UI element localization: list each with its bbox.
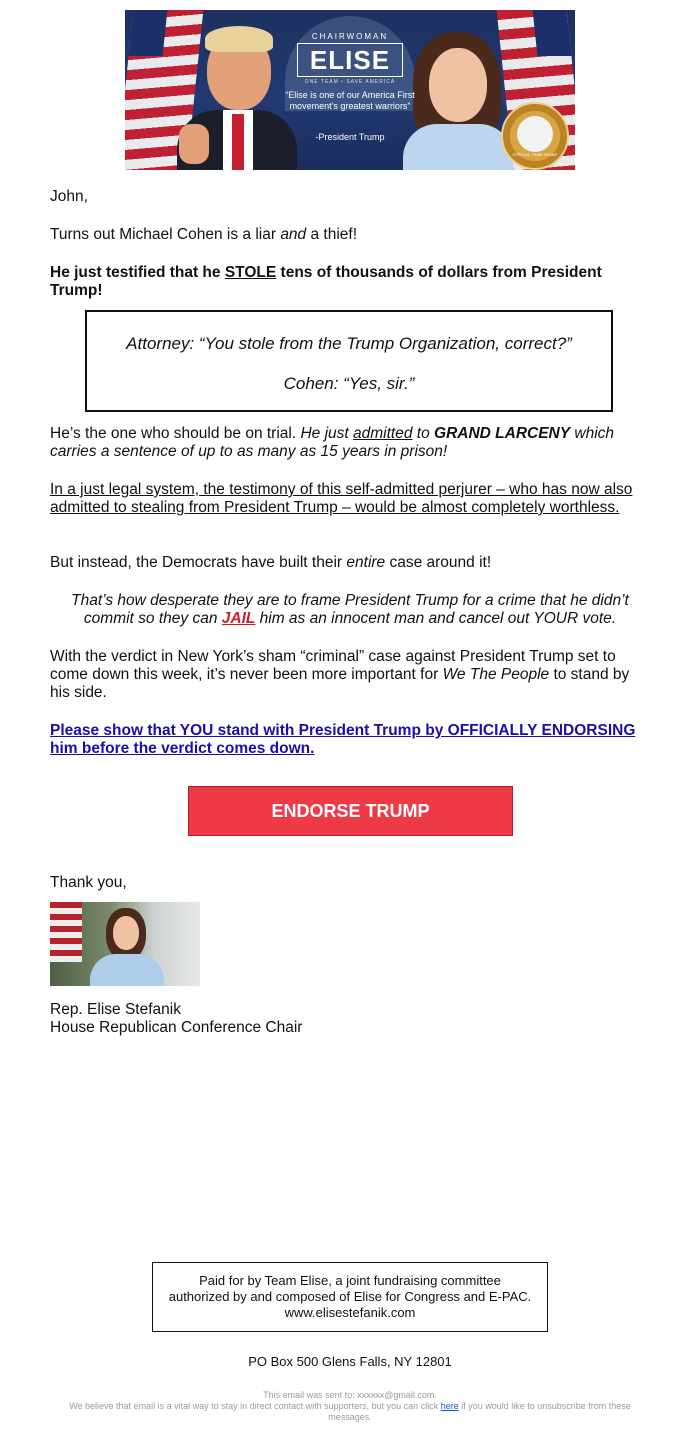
- logo-subtitle: CHAIRWOMAN: [311, 32, 389, 41]
- paragraph-5: But instead, the Democrats have built their entire case around it!: [50, 554, 492, 571]
- paragraph-3: He’s the one who should be on trial. He just admitted to GRAND LARCENY which carries a sentence of up to as many as 15 years in prison!: [50, 425, 615, 460]
- cta-paragraph: [50, 722, 650, 758]
- banner-quote: “Elise is one of our America First movement’s greatest warriors”: [285, 90, 415, 111]
- seal-text: OFFICIAL TEAM TRUMP: [512, 152, 558, 157]
- header-banner: [125, 10, 575, 170]
- signature-title: House Republican Conference Chair: [50, 1019, 303, 1036]
- logo-tagline: ONE TEAM • SAVE AMERICA: [304, 79, 396, 85]
- quote-line-cohen: Cohen: “Yes, sir.”: [283, 374, 415, 393]
- paragraph-1: Turns out Michael Cohen is a liar and a thief!: [50, 226, 358, 243]
- greeting: John,: [50, 188, 88, 205]
- signoff: Thank you,: [50, 874, 127, 891]
- sent-to-notice: This email was sent to: xxxxxx@gmail.com.: [263, 1390, 437, 1400]
- quote-line-attorney: Attorney: “You stole from the Trump Organization, correct?”: [126, 334, 572, 353]
- elise-logo: [285, 32, 415, 85]
- endorse-trump-button[interactable]: ENDORSE TRUMP: [188, 786, 513, 836]
- paid-for-disclaimer: Paid for by Team Elise, a joint fundraising committee authorized by and composed of Elise for Congress and E-PAC. www.elisestefanik.com: [152, 1262, 548, 1332]
- signature-photo: [50, 902, 200, 986]
- paragraph-7: With the verdict in New York’s sham “criminal” case against President Trump set to come down this week, it’s never been more important for We The People to stand by his side.: [50, 648, 630, 701]
- unsubscribe-link[interactable]: here: [440, 1401, 459, 1411]
- official-team-trump-seal: [501, 102, 569, 170]
- logo-title: ELISE: [297, 43, 403, 77]
- paragraph-6: That’s how desperate they are to frame President Trump for a crime that he didn’t commit so they can JAIL him as an innocent man and cancel out YOUR vote.: [71, 592, 629, 627]
- testimony-quote-box: [85, 310, 613, 412]
- paragraph-4: In a just legal system, the testimony of this self-admitted perjurer – who has now also admitted to stealing from President Trump – would be almost completely worthless.: [50, 481, 633, 516]
- mailing-address: PO Box 500 Glens Falls, NY 12801: [248, 1354, 452, 1369]
- endorse-link[interactable]: Please show that YOU stand with President Trump by OFFICIALLY ENDORSING him before the verdict comes down.: [50, 722, 636, 757]
- signature-name: Rep. Elise Stefanik: [50, 1001, 181, 1018]
- banner-quote-attribution: -President Trump: [315, 132, 385, 142]
- paragraph-2: He just testified that he STOLE tens of thousands of dollars from President Trump!: [50, 264, 602, 299]
- unsubscribe-notice: We believe that email is a vital way to stay in direct contact with supporters, but you can click here if you would like to unsubscribe from these messages.: [69, 1401, 631, 1422]
